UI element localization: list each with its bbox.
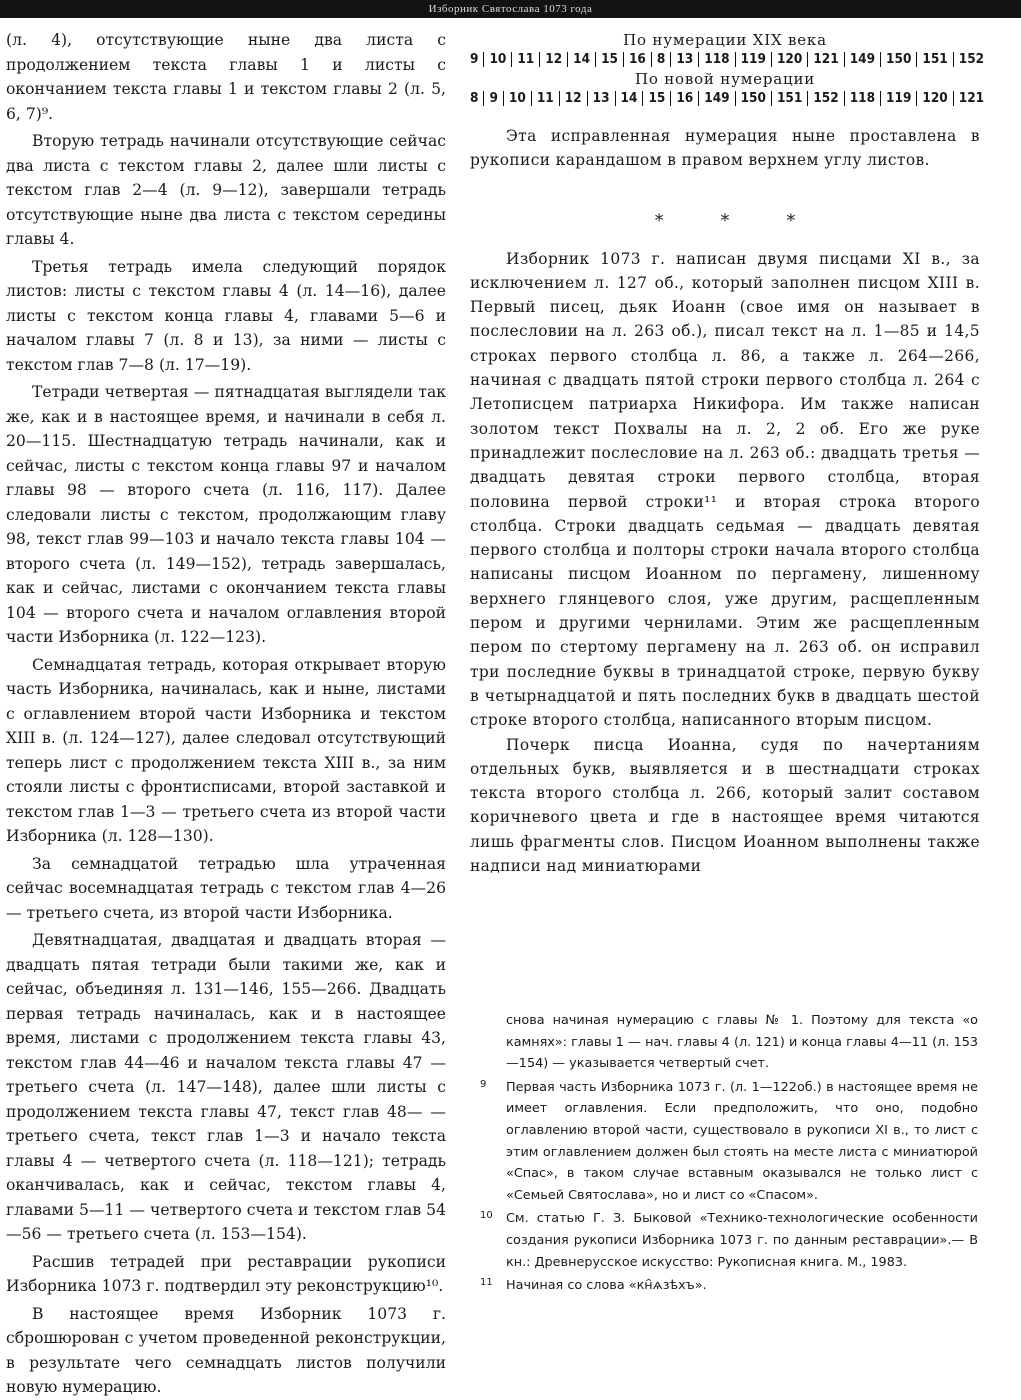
- old-numbering-title: По нумерации XIX века: [623, 31, 827, 49]
- footnote: [478, 1275, 978, 1297]
- footnote-text: Начиная со слова «кн҄ѧзѣхъ».: [506, 1278, 707, 1294]
- footnote-text: снова начиная нумерацию с главы № 1. Поэтому для текста «о камнях»: главы 1 — нач. главы 4 (л. 121) и конца главы 4—11 (л. 153—154) — указывается четвертый счет.: [506, 1013, 978, 1072]
- footnote-text: См. статью Г. З. Быковой «Технико-технологические особенности создания рукописи Изборника 1073 г. по данным реставрации».— В кн.: Древнерусское искусство: Рукописная книга. М., 1983.: [506, 1211, 978, 1270]
- folio-number: 149: [698, 91, 734, 106]
- folio-number: 12: [559, 91, 587, 106]
- paragraph: Девятнадцатая, двадцатая и двадцать вторая — двадцать пятая тетради были такими же, как и сейчас, объединяя л. 131—146, 155—266. Двадцать первая тетрадь начиналась, как и в настоящее время, листами с продолжением текста главы 43, текстом глав 44—46 и началом текста главы 47 — третьего счета (л. 147—148), далее шли листы с продолжением текста главы 47, текст глав 48— — третьего счета, текст глав 1—3 и начало текста главы 4 — четвертого счета (л. 118—121); тетрадь оканчивалась, как и сейчас, текстом главы 4, главами 5—11 — четвертого счета и текстом глав 54—56 — третьего счета (л. 153—154).: [6, 931, 446, 1243]
- footnote-text: Первая часть Изборника 1073 г. (л. 1—122об.) в настоящее время не имеет оглавления. Если предположить, что оно, подобно оглавлению второй части, существовало в рукописи XI в., то лист с этим оглавлением должен был стоять на месте листа с миниатюрой «Спас», в таком случае вставным оказывался не только лист с «Семьей Святослава», но и лист со «Спасом».: [506, 1079, 978, 1203]
- footnote-mark: 11: [480, 1277, 493, 1289]
- footnote: [478, 1208, 978, 1273]
- folio-number: 12: [539, 52, 567, 67]
- folio-number: 118: [844, 91, 880, 106]
- folio-number: 121: [953, 91, 989, 106]
- folio-number: 119: [880, 91, 916, 106]
- section-separator: * * *: [654, 210, 822, 231]
- new-numbering-title: По новой нумерации: [634, 70, 816, 88]
- folio-number: 118: [698, 52, 734, 67]
- folio-number: 8: [470, 90, 479, 106]
- paragraph: Вторую тетрадь начинали отсутствующие сейчас два листа с текстом главы 2, далее шли листы с текстом глав 2—4 (л. 9—12), завершали тетрадь отсутствующие ныне два листа с текстом середины главы 4.: [6, 132, 446, 248]
- new-numbering-row: [470, 90, 985, 106]
- numbering-note: Эта исправленная нумерация ныне проставлена в рукописи карандашом в правом верхнем углу листов.: [470, 127, 980, 170]
- footnote: [478, 1077, 978, 1207]
- folio-number: 151: [771, 91, 807, 106]
- running-title: Изборник Святослава 1073 года: [428, 3, 593, 15]
- folio-number: 13: [587, 91, 615, 106]
- folio-number: 152: [953, 52, 989, 67]
- folio-number: 14: [615, 91, 643, 106]
- folio-number: 15: [595, 52, 623, 67]
- left-column: [0, 28, 446, 1400]
- folio-number: 15: [642, 91, 670, 106]
- folio-number: 11: [531, 91, 559, 106]
- folio-number: 150: [880, 52, 916, 67]
- folio-number: 14: [567, 52, 595, 67]
- folio-number: 149: [844, 52, 880, 67]
- folio-number: 151: [916, 52, 952, 67]
- paragraph: Изборник 1073 г. написан двумя писцами XI в., за исключением л. 127 об., который заполнен писцом XIII в. Первый писец, дьяк Иоанн (свое имя он называет в послесловии на л. 263 об.), писал текст на л. 1—85 и 14,5 строках первого столбца л. 86, а также л. 264—266, начиная с двадцать пятой строки первого столбца л. 264 с Летописцем патриарха Никифора. Им также написан золотом текст Похвалы на л. 2, 2 об. Его же руке принадлежит послесловие на л. 263 об.: двадцать третья — двадцать девятая строки первого столбца, вторая половина первой строки¹¹ и вторая строка второго столбца. Строки двадцать седьмая — двадцать девятая первого столбца и полторы строки начала второго столбца написаны писцом Иоанном по пергамену, лишенному верхнего глянцевого слоя, уже другим, расщепленным пером и другими чернилами. Этим же расщепленным пером по стертому пергамену на л. 263 об. он исправил три последние буквы в тринадцатой строке, первую букву в четырнадцатой и пять последних букв в двадцать шестой строке второго столбца, написанного вторым писцом.: [470, 249, 980, 730]
- folio-number: 121: [807, 52, 843, 67]
- old-numbering-row: [470, 51, 985, 67]
- folio-number: 9: [470, 51, 479, 67]
- folio-number: 119: [735, 52, 771, 67]
- paragraph: За семнадцатой тетрадью шла утраченная сейчас восемнадцатая тетрадь с текстом глав 4—26 — третьего счета, из второй части Изборника.: [6, 854, 446, 922]
- folio-number: 150: [735, 91, 771, 106]
- footnote-continuation: [478, 1010, 978, 1075]
- folio-number: 8: [651, 52, 670, 67]
- folio-number: 13: [670, 52, 698, 67]
- folio-number: 120: [771, 52, 807, 67]
- folio-number: 16: [623, 52, 651, 67]
- paragraph: (л. 4), отсутствующие ныне два листа с продолжением текста главы 1 и листы с окончанием текста главы 1 и текстом главы 2 (л. 5, 6, 7)⁹.: [6, 31, 446, 123]
- running-header: [0, 0, 1021, 18]
- paragraph: Третья тетрадь имела следующий порядок листов: листы с текстом главы 4 (л. 14—16), далее листы с текстом конца главы 4, главами 5—6 и началом главы 7 (л. 8 и 13), за ними — листы с текстом глав 7—8 (л. 17—19).: [6, 257, 446, 374]
- folio-number: 10: [503, 91, 531, 106]
- folio-number: 11: [511, 52, 539, 67]
- footnotes: [478, 1010, 978, 1297]
- paragraph: Почерк писца Иоанна, судя по начертаниям отдельных букв, выявляется и в шестнадцати строках текста второго столбца л. 266, который залит составом коричневого цвета и где в настоящее время читаются лишь фрагменты слов. Писцом Иоанном выполнены также надписи над миниатюрами: [470, 735, 980, 876]
- right-column: [470, 28, 985, 878]
- footnote-mark: 9: [480, 1078, 487, 1090]
- paragraph: Расшив тетрадей при реставрации рукописи Изборника 1073 г. подтвердил эту реконструкцию¹⁰.: [6, 1252, 446, 1295]
- folio-number: 16: [670, 91, 698, 106]
- paragraph: Семнадцатая тетрадь, которая открывает вторую часть Изборника, начиналась, как и ныне, листами с оглавлением второй части Изборника и текстом XIII в. (л. 124—127), далее следовал отсутствующий теперь лист с продолжением текста XIII в., за ним стояли листы с фронтисписами, второй заставкой и текстом глав 1—3 — третьего счета из второй части Изборника (л. 128—130).: [6, 655, 446, 845]
- footnote-mark: 10: [480, 1210, 493, 1222]
- paragraph: Тетради четвертая — пятнадцатая выглядели так же, как и в настоящее время, и начинали в себя л. 20—115. Шестнадцатую тетрадь начинали, как и сейчас, листы с текстом конца главы 97 и началом главы 98 — второго счета (л. 116, 117). Далее следовали листы с текстом, продолжающим главу 98, текст глав 99—103 и начало текста главы 104 — второго счета (л. 149—152), тетрадь завершалась, как и сейчас, листами с окончанием текста главы 104 — второго счета и началом оглавления второй части Изборника (л. 122—123).: [6, 383, 446, 646]
- paragraph: В настоящее время Изборник 1073 г. сброшюрован с учетом проведенной реконструкции, в результате чего семнадцать листов получили новую нумерацию.: [6, 1304, 446, 1396]
- folio-number: 10: [483, 52, 511, 67]
- folio-number: 152: [807, 91, 843, 106]
- folio-number: 120: [916, 91, 952, 106]
- folio-number: 9: [483, 91, 502, 106]
